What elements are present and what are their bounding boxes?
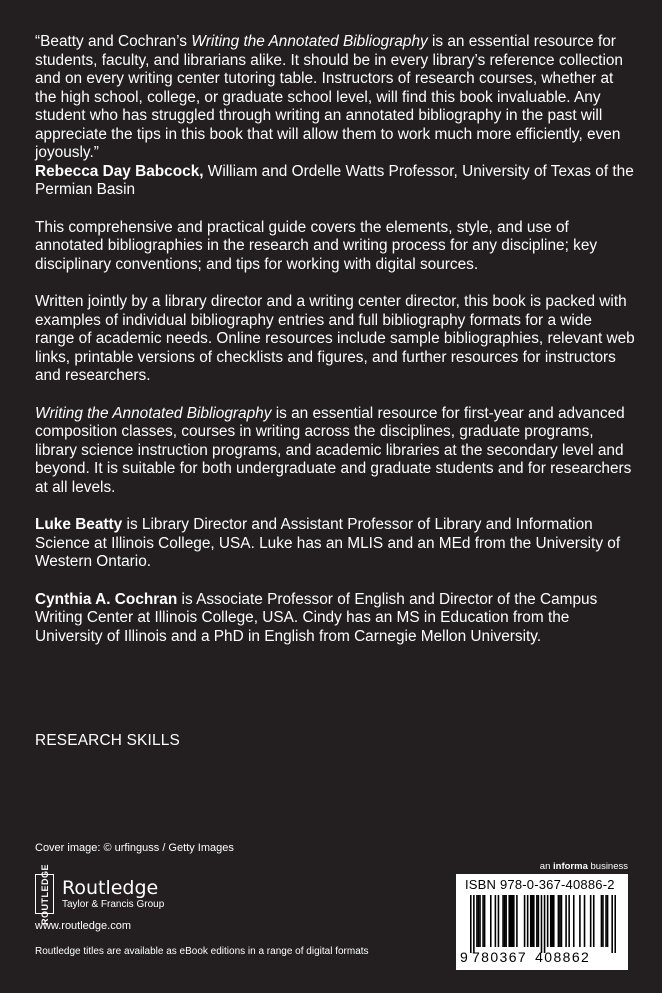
author-bio-beatty [35, 516, 635, 572]
barcode-bar [601, 895, 603, 947]
quote-lead-in: “Beatty and Cochran’s [35, 33, 192, 50]
barcode-bar [498, 895, 500, 947]
barcode-bar [558, 895, 560, 947]
barcode-bar [538, 895, 540, 947]
barcode-bar [605, 895, 607, 947]
barcode-digit-first: 9 [460, 949, 468, 965]
barcode-bar [533, 895, 535, 947]
author-bio-cochran-text: is Associate Professor of English and Director of the Campus Writing Center at Illinois College, USA. Cindy has an MS in Education from the University of Illinois and a PhD in English from Carnegie Mellon University. [35, 590, 598, 645]
barcode-bar [536, 895, 538, 947]
barcode-bar [531, 895, 533, 947]
routledge-wordmark [62, 878, 164, 911]
barcode-bar [611, 895, 613, 953]
barcode-bar [470, 895, 472, 953]
isbn-barcode-box [456, 874, 628, 970]
publisher-group: Taylor & Francis Group [62, 898, 165, 910]
barcode-bar [550, 895, 552, 947]
informa-prefix: an [539, 861, 554, 872]
barcode-bar [484, 895, 486, 947]
barcode-bar [476, 895, 478, 947]
ebook-availability-note: Routledge titles are available as eBook editions in a range of digital formats [35, 946, 369, 957]
barcode-bar [502, 895, 504, 947]
publisher-website: www.routledge.com [35, 920, 131, 932]
paragraph-book-title: Writing the Annotated Bibliography [35, 404, 272, 422]
barcode-digit-group-1: 780367 [472, 949, 528, 965]
author-name-beatty: Luke Beatty [35, 516, 123, 533]
subject-category: RESEARCH SKILLS [35, 732, 180, 749]
barcode-bar [473, 895, 475, 953]
barcode-bar [541, 895, 543, 953]
barcode-bar [579, 895, 581, 947]
barcode-bar [553, 895, 555, 947]
barcode-bar [547, 895, 549, 947]
barcode-digits [460, 949, 626, 965]
quote-affiliation: William and Ordelle Watts Professor, University of Texas of the Permian Basin [35, 162, 634, 198]
endorsement-quote [35, 33, 635, 163]
informa-suffix: business [587, 861, 628, 872]
barcode-bar [551, 895, 553, 947]
description-paragraph-3 [35, 405, 635, 498]
barcode-bar [479, 895, 481, 947]
quote-body: is an essential resource for students, faculty, and librarians alike. It should be in every library’s reference collection and on every writing center tutoring table. Instructors of research courses, whether at the high school, college, or graduate school level, will find this book invaluable. Any student who has struggled through writing an annotated bibliography in the past will appreciate the tips in this book that will allow them to work much more efficiently, even joyously.” [35, 33, 623, 161]
barcode-bar [584, 895, 586, 947]
barcode-bar [573, 895, 575, 947]
paragraph-3-body: is an essential resource for first-year and advanced composition classes, courses in writing across the disciplines, graduate programs, library science instruction programs, and academic libraries at the secondary level and beyond. It is suitable for both undergraduate and graduate students and for researchers at all levels. [35, 404, 632, 496]
author-bio-beatty-text: is Library Director and Assistant Professor of Library and Information Science at Illinois College, USA. Luke has an MLIS and an MEd from the University of Western Ontario. [35, 516, 621, 570]
routledge-mark-icon [35, 863, 54, 925]
barcode-bar [516, 895, 518, 947]
isbn-label: ISBN 978-0-367-40886-2 [465, 877, 615, 892]
barcode-bar [482, 895, 484, 947]
informa-brand: informa [553, 861, 588, 872]
author-name-cochran: Cynthia A. Cochran [35, 590, 178, 608]
barcode-bar [490, 895, 492, 947]
barcode-bar [530, 895, 532, 947]
barcode-digit-group-2: 408862 [535, 949, 591, 965]
author-bio-cochran [35, 591, 635, 647]
barcode-bar [511, 895, 513, 947]
quote-book-title: Writing the Annotated Bibliography [191, 33, 428, 50]
barcode-bar [544, 895, 546, 953]
barcode-bar [478, 895, 480, 947]
barcode-bar [561, 895, 563, 947]
barcode-bar [513, 895, 515, 947]
barcode-icon [470, 895, 616, 953]
barcode-bar [524, 895, 526, 947]
barcode-bar [504, 895, 506, 947]
barcode-bar [568, 895, 570, 947]
routledge-logo [35, 863, 165, 925]
barcode-bar [614, 895, 616, 953]
description-paragraph-1: This comprehensive and practical guide covers the elements, style, and use of annotated bibliographies in the research and writing process for any discipline; key disciplinary conventions; and tips for working with digital sources. [35, 218, 598, 273]
quote-author: Rebecca Day Babcock, [35, 162, 204, 180]
endorsement-attribution [35, 163, 635, 200]
description-paragraph-2: Written jointly by a library director and a writing center director, this book is packed with examples of individual bibliography entries and full bibliography formats for a wide range of academic needs. Online resources include sample bibliographies, relevant web links, printable versions of checklists and figures, and further resources for instructors and researchers. [35, 293, 635, 384]
barcode-bar [607, 895, 609, 947]
informa-business-tag [540, 861, 628, 872]
barcode-bar [495, 895, 497, 947]
barcode-bar [559, 895, 561, 947]
back-cover-text [35, 33, 635, 646]
routledge-mark-text: ROUTLEDGE [39, 863, 50, 925]
barcode-bar [527, 895, 529, 947]
barcode-bar [590, 895, 592, 947]
cover-image-credit: Cover image: © urfinguss / Getty Images [35, 842, 234, 854]
barcode-bar [565, 895, 567, 947]
barcode-bar [505, 895, 507, 947]
publisher-name: Routledge [62, 876, 159, 899]
barcode-bar [508, 895, 510, 947]
barcode-bar [602, 895, 604, 947]
barcode-bar [593, 895, 595, 947]
barcode-bar [510, 895, 512, 947]
